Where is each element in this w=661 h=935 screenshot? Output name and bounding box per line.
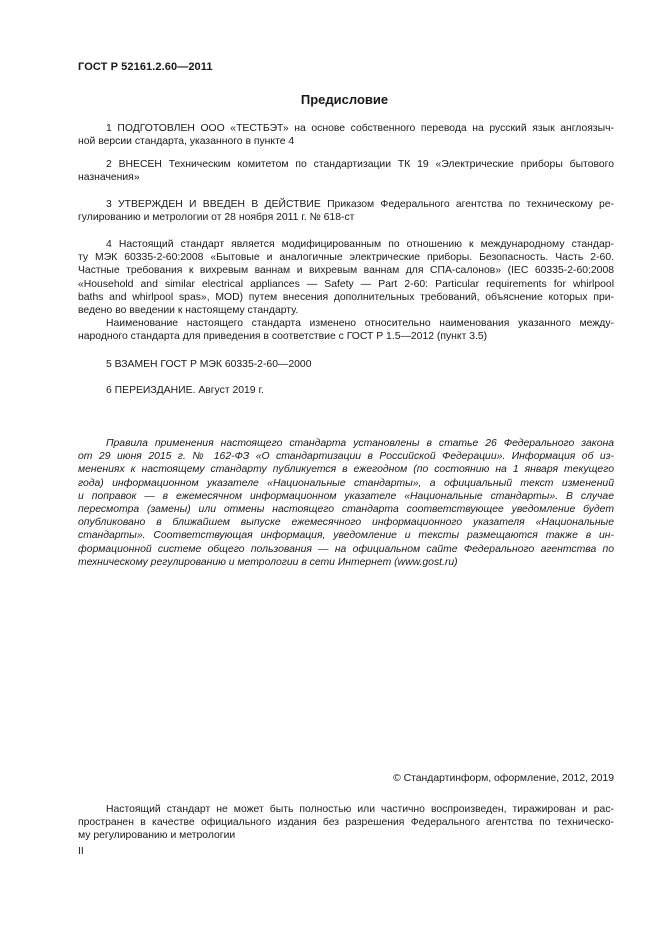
page-title: Предисловие [300, 92, 389, 107]
text-line: народного стандарта для приведения в соответствие с ГОСТ Р 1.5—2012 (пункт 3.5) [78, 331, 488, 343]
text-line: от 29 июня 2015 г. № 162-ФЗ «О стандартизации в Российской Федерации». Информация об из- [78, 451, 614, 463]
text-line: опубликовано в ближайшем выпуске ежемесячного информационного указателя «Национальные [78, 517, 614, 529]
text-line: года) информационном указателе «Национальные стандарты», а официальный текст изменений [78, 477, 614, 489]
text-line: формационной системе общего пользования — на официальном сайте Федерального агентства по [78, 543, 614, 555]
text-line: пространен в качестве официального издания без разрешения Федерального агентства по техническо- [78, 817, 614, 829]
text-line: 3 УТВЕРЖДЕН И ВВЕДЕН В ДЕЙСТВИЕ Приказом Федерального агентства по техническому ре- [106, 199, 614, 210]
page-number: II [78, 846, 84, 857]
text-line: техническому регулированию и метрологии в сети Интернет (www.gost.ru) [78, 556, 458, 568]
paragraph-prepared-by [78, 122, 614, 148]
text-line: 4 Настоящий стандарт является модифицированным по отношению к международному стандар- [106, 239, 614, 250]
paragraph-modified-standard [78, 238, 614, 344]
text-line: Правила применения настоящего стандарта установлены в статье 26 Федерального закона [106, 438, 614, 449]
reproduction-notice [78, 803, 614, 843]
text-line: 2 ВНЕСЕН Техническим комитетом по стандартизации ТК 19 «Электрические приборы бытового [106, 159, 614, 170]
text-line: 6 ПЕРЕИЗДАНИЕ. Август 2019 г. [106, 385, 264, 396]
paragraph-reissue [78, 384, 614, 397]
text-line: Частные требования к вихревым ваннам и вихревым ваннам для СПА-салонов» (IEC 60335-2-60:2008 [78, 265, 614, 277]
text-line: стандарты». Соответствующая информация, уведомление и тексты размещаются также в ин- [78, 530, 614, 542]
copyright-notice: © Стандартинформ, оформление, 2012, 2019 [393, 773, 614, 784]
text-line: и поправок — в ежемесячном информационном указателе «Национальные стандарты». В случае [78, 490, 614, 502]
text-line: ной версии стандарта, указанного в пункте 4 [78, 136, 295, 148]
text-line: гулированию и метрологии от 28 ноября 2011 г. № 618-ст [78, 212, 355, 224]
paragraph-submitted-by [78, 158, 614, 184]
text-line: менениях к настоящему стандарту публикуется в ежегодном (по состоянию на 1 января текущего [78, 464, 614, 476]
text-line: «Household and similar electrical appliances — Safety — Part 2-60: Particular requirements for whirlpool [78, 278, 614, 290]
text-line: ту МЭК 60335-2-60:2008 «Бытовые и аналогичные электрические приборы. Безопасность. Часть 2-60. [78, 252, 614, 264]
standard-id-header: ГОСТ Р 52161.2.60—2011 [78, 61, 213, 73]
text-line: Наименование настоящего стандарта изменено относительно наименования указанного между- [106, 318, 614, 330]
text-line: Настоящий стандарт не может быть полностью или частично воспроизведен, тиражирован и рас- [106, 804, 614, 815]
text-line: baths and whirlpool spas», MOD) путем внесения дополнительных требований, объяснение которых при- [78, 291, 614, 303]
text-line: му регулированию и метрологии [78, 830, 236, 842]
text-line: ведено во введении к настоящему стандарту. [78, 305, 299, 317]
notice-paragraph [78, 437, 614, 569]
text-line: пересмотра (замены) или отмены настоящего стандарта соответствующее уведомление будет [78, 504, 614, 516]
text-line: 5 ВЗАМЕН ГОСТ Р МЭК 60335-2-60—2000 [106, 359, 312, 370]
text-line: 1 ПОДГОТОВЛЕН ООО «ТЕСТБЭТ» на основе собственного перевода на русский язык англоязыч- [106, 123, 614, 134]
paragraph-replaces [78, 358, 614, 371]
paragraph-approved [78, 198, 614, 224]
text-line: назначения» [78, 172, 140, 184]
